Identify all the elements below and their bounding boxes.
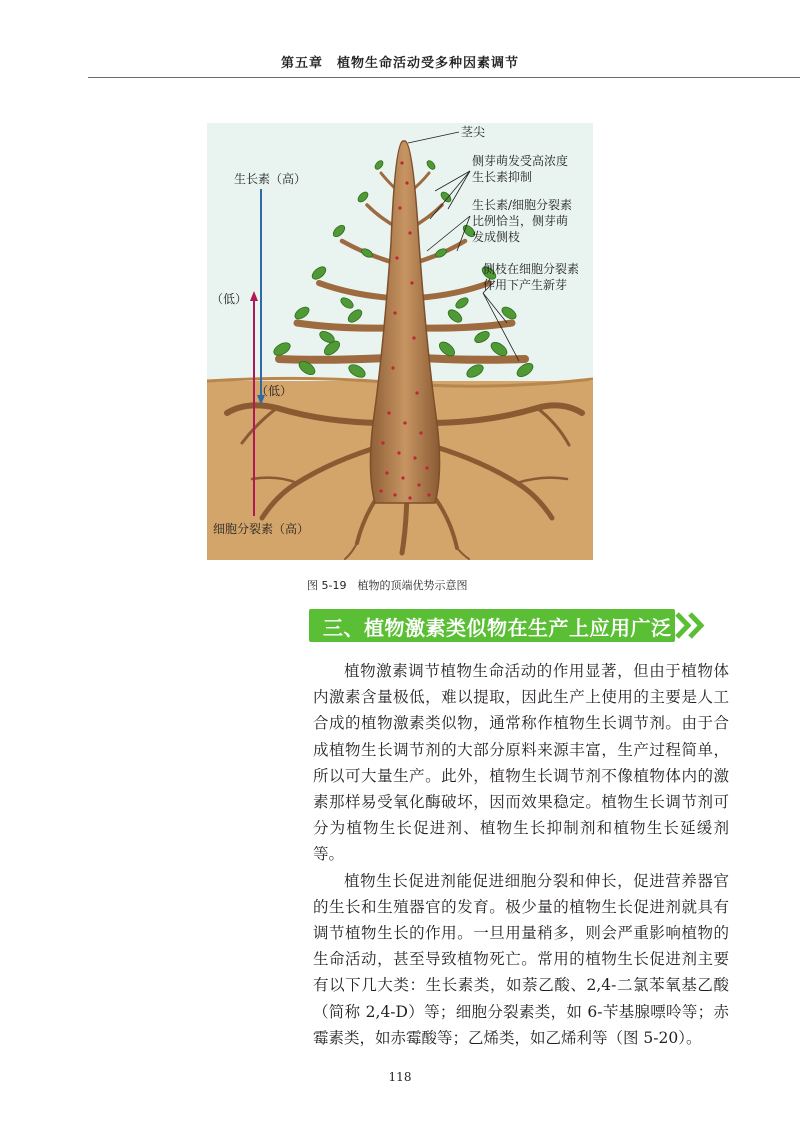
body-text (313, 658, 729, 1051)
chapter-header: 第五章 植物生命活动受多种因素调节 (280, 56, 519, 71)
annotation-3-line-1: 侧枝在细胞分裂素 (483, 262, 580, 276)
label-stem-tip: 茎尖 (461, 125, 486, 139)
page-number: 118 (388, 1070, 412, 1084)
apical-dominance-figure (207, 123, 593, 560)
paragraph-2: 植物生长促进剂能促进细胞分裂和伸长，促进营养器官的生长和生殖器官的发育。极少量的植物生长促进剂就具有调节植物生长的作用。一旦用量稍多，则会严重影响植物的生命活动，甚至导致植物死亡。常用的植物生长促进剂主要有以下几大类：生长素类，如萘乙酸、2,4-二氯苯氧基乙酸（简称 2,4-D）等；细胞分裂素类，如 6-苄基腺嘌呤等；赤霉素类，如赤霉酸等；乙烯类，如乙烯利等（图 5-20）。 (313, 871, 729, 1047)
figure-caption: 图 5-19 植物的顶端优势示意图 (307, 579, 468, 592)
annotation-1-line-2: 生长素抑制 (472, 170, 533, 184)
label-low-left: （低） (211, 292, 248, 306)
annotation-2-line-2: 比例恰当，侧芽萌 (472, 214, 569, 228)
label-cytokinin-high: 细胞分裂素（高） (213, 522, 310, 536)
annotation-3-line-2: 作用下产生新芽 (483, 278, 568, 292)
double-chevron-icon (674, 609, 706, 642)
annotation-1-line-1: 侧芽萌发受高浓度 (472, 154, 569, 168)
annotation-2-line-1: 生长素/细胞分裂素 (472, 198, 573, 212)
section-heading: 三、植物激素类似物在生产上应用广泛 (323, 616, 672, 640)
label-auxin-high: 生长素（高） (234, 172, 307, 186)
paragraph-1: 植物激素调节植物生命活动的作用显著，但由于植物体内激素含量极低，难以提取，因此生产上使用的主要是人工合成的植物激素类似物，通常称作植物生长调节剂。由于合成植物生长调节剂的大部分原料来源丰富，生产过程简单，所以可大量生产。此外，植物生长调节剂不像植物体内的激素那样易受氧化酶破坏，因而效果稳定。植物生长调节剂可分为植物生长促进剂、植物生长抑制剂和植物生长延缓剂等。 (313, 662, 729, 864)
annotation-2-line-3: 发成侧枝 (472, 230, 521, 244)
header-divider (88, 77, 800, 78)
label-low-inner: （低） (256, 384, 293, 398)
plant-illustration (207, 123, 593, 560)
